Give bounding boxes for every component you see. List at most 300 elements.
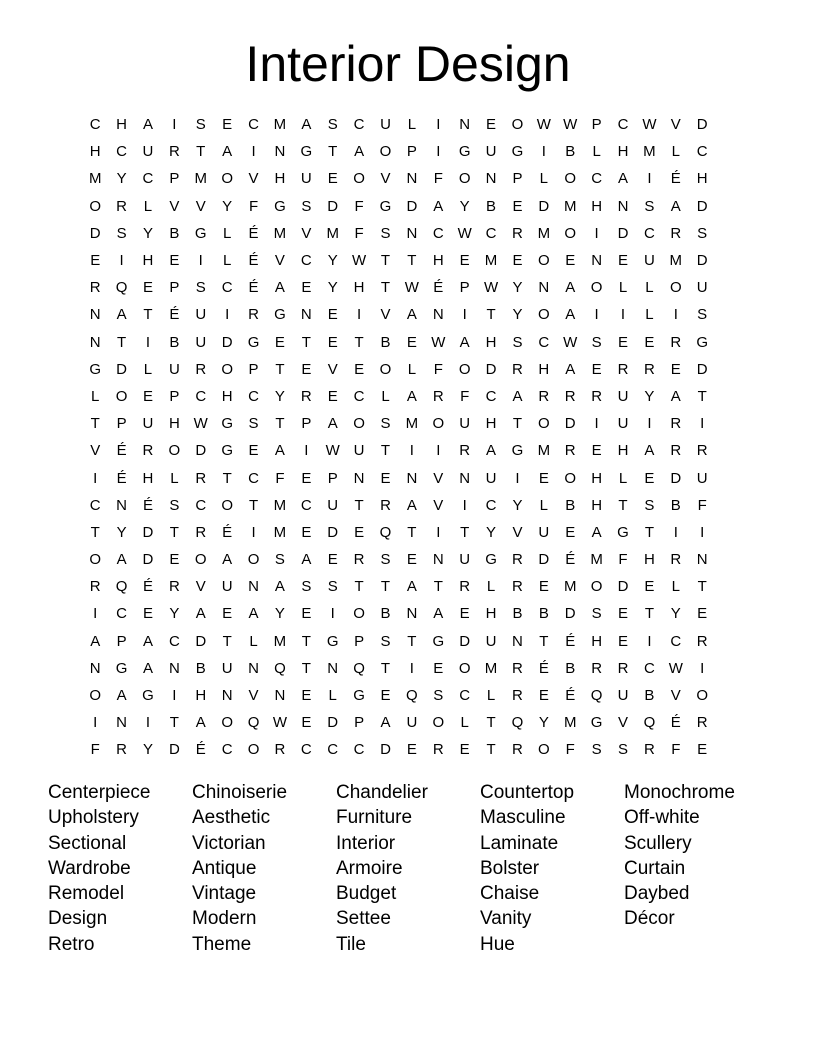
grid-letter: R	[512, 578, 523, 596]
grid-letter: E	[301, 279, 312, 297]
grid-letter: T	[275, 360, 285, 378]
grid-letter: M	[405, 415, 419, 433]
grid-letter: I	[462, 496, 467, 514]
grid-letter: G	[511, 143, 524, 161]
grid-letter: P	[301, 415, 312, 433]
word-list-item: Design	[48, 908, 108, 930]
grid-letter: U	[617, 687, 629, 705]
grid-letter: E	[644, 333, 655, 351]
grid-letter: T	[169, 714, 179, 732]
grid-letter: G	[300, 143, 313, 161]
grid-letter: H	[643, 551, 655, 569]
grid-letter: T	[380, 252, 391, 270]
grid-letter: T	[697, 387, 707, 405]
grid-row	[82, 274, 742, 301]
grid-letter: F	[354, 224, 364, 242]
grid-letter: O	[564, 469, 577, 487]
grid-letter: M	[194, 170, 207, 188]
grid-letter: E	[565, 523, 576, 541]
grid-letter: C	[168, 632, 180, 650]
grid-letter: N	[406, 224, 418, 242]
grid-letter: V	[274, 252, 285, 270]
grid-letter: H	[221, 387, 233, 405]
grid-letter: L	[249, 632, 258, 650]
grid-letter: V	[248, 687, 259, 705]
grid-letter: A	[644, 442, 655, 460]
grid-letter: O	[115, 387, 128, 405]
grid-letter: E	[142, 605, 153, 623]
word-list-item: Masculine	[480, 807, 566, 829]
word-search-grid	[82, 111, 742, 764]
grid-letter: E	[538, 469, 549, 487]
grid-letter: T	[354, 578, 364, 596]
word-list	[48, 780, 768, 957]
grid-letter: W	[431, 333, 446, 351]
grid-letter: M	[669, 252, 683, 270]
grid-row	[82, 247, 742, 274]
grid-letter: R	[670, 224, 682, 242]
grid-letter: N	[406, 469, 418, 487]
grid-row	[82, 546, 742, 573]
grid-letter: G	[142, 687, 154, 705]
grid-letter: B	[512, 605, 523, 623]
grid-letter: G	[432, 632, 445, 650]
grid-letter: O	[379, 360, 392, 378]
word-list-item: Retro	[48, 933, 95, 955]
grid-letter: I	[594, 415, 599, 433]
grid-letter: Y	[670, 605, 681, 623]
grid-letter: V	[433, 469, 444, 487]
grid-letter: G	[511, 442, 524, 460]
grid-letter: A	[116, 306, 127, 324]
grid-letter: B	[538, 605, 549, 623]
grid-letter: E	[301, 523, 312, 541]
grid-letter: L	[618, 279, 628, 297]
grid-letter: B	[670, 496, 681, 514]
grid-letter: I	[251, 523, 256, 541]
grid-letter: S	[591, 333, 602, 351]
grid-letter: M	[484, 252, 498, 270]
grid-letter: E	[380, 469, 391, 487]
grid-letter: D	[406, 197, 418, 215]
grid-letter: Y	[222, 197, 233, 215]
grid-letter: W	[457, 224, 472, 242]
grid-letter: A	[618, 170, 629, 188]
grid-letter: S	[380, 632, 391, 650]
grid-letter: L	[486, 578, 496, 596]
grid-letter: I	[251, 143, 256, 161]
grid-letter: I	[304, 442, 309, 460]
grid-letter: U	[380, 116, 391, 134]
grid-letter: R	[696, 442, 708, 460]
grid-letter: I	[541, 143, 546, 161]
grid-letter: V	[195, 197, 206, 215]
grid-letter: H	[696, 170, 708, 188]
grid-letter: D	[696, 360, 708, 378]
grid-letter: G	[247, 333, 260, 351]
grid-letter: E	[459, 252, 470, 270]
grid-letter: W	[404, 279, 419, 297]
grid-letter: C	[353, 387, 365, 405]
grid-letter: E	[327, 387, 338, 405]
grid-letter: R	[670, 442, 682, 460]
grid-letter: O	[458, 659, 471, 677]
grid-letter: I	[357, 306, 362, 324]
grid-letter: I	[119, 252, 124, 270]
grid-letter: S	[380, 415, 391, 433]
grid-letter: U	[327, 496, 339, 514]
grid-letter: É	[142, 496, 153, 514]
grid-letter: L	[222, 252, 232, 270]
grid-letter: O	[353, 170, 365, 188]
grid-letter: G	[115, 659, 128, 677]
grid-letter: D	[538, 551, 550, 569]
grid-letter: F	[565, 741, 575, 759]
grid-letter: B	[380, 333, 391, 351]
grid-letter: T	[380, 659, 391, 677]
grid-letter: E	[354, 523, 365, 541]
grid-letter: C	[248, 387, 259, 405]
grid-letter: L	[671, 578, 680, 596]
grid-letter: N	[696, 551, 708, 569]
grid-letter: P	[248, 360, 259, 378]
grid-letter: E	[301, 360, 312, 378]
grid-letter: É	[565, 687, 576, 705]
grid-letter: N	[432, 551, 444, 569]
grid-letter: E	[459, 741, 470, 759]
grid-letter: S	[433, 687, 444, 705]
grid-letter: N	[538, 279, 550, 297]
grid-letter: O	[538, 306, 550, 324]
word-list-item: Vintage	[192, 883, 257, 905]
grid-letter: E	[142, 387, 153, 405]
grid-letter: T	[222, 632, 232, 650]
grid-letter: N	[327, 659, 339, 677]
grid-letter: S	[512, 333, 523, 351]
grid-letter: M	[326, 224, 339, 242]
grid-letter: F	[671, 741, 681, 759]
grid-letter: É	[222, 523, 233, 541]
word-list-item: Interior	[336, 832, 396, 854]
grid-letter: O	[194, 551, 207, 569]
word-list-item: Chaise	[480, 883, 540, 905]
grid-letter: F	[90, 741, 100, 759]
grid-letter: S	[380, 224, 391, 242]
grid-letter: T	[380, 279, 391, 297]
grid-letter: C	[116, 143, 127, 161]
grid-letter: L	[407, 360, 417, 378]
grid-letter: É	[433, 279, 444, 297]
grid-letter: G	[89, 360, 102, 378]
grid-letter: M	[590, 551, 603, 569]
grid-letter: R	[142, 442, 154, 460]
word-list-item: Antique	[192, 857, 257, 879]
grid-letter: O	[221, 360, 233, 378]
grid-letter: N	[485, 170, 497, 188]
grid-letter: T	[644, 523, 654, 541]
grid-letter: C	[353, 116, 365, 134]
grid-letter: A	[433, 197, 444, 215]
grid-letter: F	[248, 197, 259, 215]
grid-letter: C	[89, 496, 101, 514]
grid-letter: E	[327, 306, 338, 324]
grid-row	[82, 383, 742, 410]
grid-letter: T	[196, 143, 206, 161]
grid-letter: B	[565, 659, 576, 677]
grid-letter: R	[512, 551, 523, 569]
grid-letter: O	[379, 143, 392, 161]
grid-letter: H	[89, 143, 101, 161]
word-list-item: Victorian	[192, 832, 266, 854]
grid-letter: R	[116, 741, 127, 759]
grid-letter: P	[169, 279, 180, 297]
grid-letter: O	[247, 551, 260, 569]
grid-row	[82, 573, 742, 600]
word-list-item: Chandelier	[336, 782, 428, 803]
grid-letter: M	[563, 197, 577, 215]
grid-letter: E	[591, 360, 602, 378]
grid-letter: A	[116, 687, 127, 705]
grid-letter: B	[195, 659, 206, 677]
grid-letter: W	[325, 442, 340, 460]
word-list-item: Bolster	[480, 857, 540, 879]
grid-letter: R	[380, 496, 391, 514]
grid-letter: U	[485, 469, 497, 487]
grid-letter: U	[168, 360, 180, 378]
grid-letter: E	[327, 333, 338, 351]
grid-letter: C	[195, 387, 207, 405]
grid-letter: C	[643, 659, 655, 677]
grid-letter: M	[643, 143, 656, 161]
grid-letter: N	[459, 469, 471, 487]
grid-letter: D	[696, 197, 708, 215]
grid-letter: W	[272, 714, 288, 732]
grid-letter: Y	[274, 605, 285, 623]
grid-letter: R	[248, 306, 259, 324]
grid-letter: E	[169, 551, 180, 569]
grid-letter: H	[485, 415, 497, 433]
grid-letter: E	[618, 333, 629, 351]
grid-row	[82, 600, 742, 627]
grid-letter: E	[274, 333, 285, 351]
grid-letter: I	[594, 306, 599, 324]
grid-letter: D	[221, 333, 233, 351]
grid-letter: F	[460, 387, 470, 405]
grid-letter: H	[538, 360, 550, 378]
grid-letter: G	[379, 197, 392, 215]
grid-letter: C	[485, 496, 497, 514]
grid-letter: R	[512, 224, 523, 242]
grid-letter: M	[273, 523, 287, 541]
grid-letter: N	[89, 306, 101, 324]
grid-letter: O	[221, 714, 233, 732]
grid-letter: C	[300, 741, 312, 759]
grid-letter: Q	[353, 659, 365, 677]
grid-letter: S	[301, 578, 312, 596]
grid-letter: E	[512, 197, 523, 215]
grid-letter: S	[618, 741, 629, 759]
grid-letter: H	[617, 143, 629, 161]
grid-letter: I	[93, 469, 98, 487]
grid-letter: I	[436, 116, 441, 134]
grid-letter: E	[565, 252, 576, 270]
grid-letter: U	[485, 143, 497, 161]
grid-row	[82, 464, 742, 491]
grid-letter: L	[143, 360, 153, 378]
grid-letter: A	[565, 279, 576, 297]
grid-letter: E	[644, 469, 655, 487]
grid-letter: T	[301, 659, 311, 677]
grid-letter: R	[512, 659, 523, 677]
grid-letter: U	[353, 442, 365, 460]
grid-letter: A	[327, 415, 338, 433]
grid-letter: D	[485, 360, 497, 378]
grid-letter: L	[170, 469, 179, 487]
grid-letter: O	[432, 415, 445, 433]
grid-letter: O	[353, 605, 365, 623]
grid-row	[82, 519, 742, 546]
grid-letter: C	[248, 116, 259, 134]
grid-letter: I	[620, 306, 626, 324]
grid-letter: S	[644, 496, 655, 514]
grid-letter: S	[591, 605, 602, 623]
grid-letter: V	[618, 714, 629, 732]
grid-letter: I	[198, 252, 203, 270]
grid-letter: A	[354, 143, 365, 161]
grid-letter: E	[327, 551, 338, 569]
grid-letter: H	[353, 279, 365, 297]
grid-letter: I	[436, 523, 441, 541]
grid-letter: D	[670, 469, 682, 487]
grid-letter: I	[436, 442, 441, 460]
grid-letter: U	[142, 143, 154, 161]
grid-letter: A	[406, 387, 417, 405]
grid-letter: A	[406, 578, 417, 596]
grid-letter: G	[353, 687, 365, 705]
grid-letter: T	[301, 632, 311, 650]
grid-letter: E	[380, 687, 391, 705]
grid-letter: D	[380, 741, 391, 759]
grid-letter: Y	[116, 523, 127, 541]
grid-letter: Y	[512, 496, 523, 514]
grid-letter: N	[406, 170, 418, 188]
grid-letter: C	[670, 632, 682, 650]
grid-letter: L	[381, 387, 390, 405]
grid-letter: N	[406, 605, 418, 623]
word-list-item: Aesthetic	[192, 807, 271, 829]
grid-letter: Y	[512, 279, 523, 297]
grid-letter: N	[274, 687, 286, 705]
grid-letter: M	[563, 578, 577, 596]
grid-letter: E	[222, 116, 233, 134]
grid-letter: T	[222, 469, 232, 487]
grid-letter: A	[142, 659, 153, 677]
grid-letter: A	[591, 523, 602, 541]
grid-letter: C	[142, 170, 154, 188]
grid-letter: C	[643, 224, 655, 242]
grid-letter: I	[172, 116, 177, 134]
grid-letter: E	[644, 578, 655, 596]
grid-letter: E	[512, 252, 523, 270]
grid-letter: P	[169, 387, 180, 405]
grid-letter: C	[538, 333, 550, 351]
grid-letter: É	[538, 659, 549, 677]
grid-letter: A	[486, 442, 497, 460]
grid-letter: D	[696, 252, 708, 270]
grid-letter: Q	[643, 714, 656, 732]
grid-letter: E	[169, 252, 180, 270]
grid-row	[82, 410, 742, 437]
grid-letter: E	[248, 442, 259, 460]
grid-letter: B	[486, 197, 497, 215]
word-list-item: Off-white	[624, 807, 700, 829]
grid-letter: W	[352, 252, 367, 270]
grid-letter: R	[274, 741, 286, 759]
grid-letter: B	[565, 143, 576, 161]
grid-letter: T	[328, 143, 338, 161]
grid-letter: V	[248, 170, 259, 188]
grid-letter: E	[618, 632, 629, 650]
grid-letter: S	[301, 197, 312, 215]
grid-letter: L	[618, 469, 628, 487]
grid-letter: A	[301, 116, 312, 134]
grid-letter: H	[274, 170, 286, 188]
word-list-item: Upholstery	[48, 807, 139, 829]
grid-letter: A	[274, 578, 285, 596]
grid-letter: G	[194, 224, 207, 242]
grid-letter: R	[116, 197, 127, 215]
word-list-item: Tile	[336, 933, 366, 955]
grid-row	[82, 301, 742, 328]
grid-letter: L	[592, 143, 601, 161]
grid-row	[82, 111, 742, 138]
grid-letter: P	[512, 170, 523, 188]
grid-letter: O	[590, 279, 603, 297]
grid-letter: D	[168, 741, 180, 759]
grid-letter: A	[222, 143, 233, 161]
grid-letter: C	[459, 687, 471, 705]
grid-letter: H	[195, 687, 207, 705]
grid-letter: T	[539, 632, 549, 650]
grid-letter: A	[670, 387, 681, 405]
grid-letter: S	[591, 741, 602, 759]
grid-letter: O	[432, 714, 445, 732]
grid-letter: É	[565, 632, 576, 650]
grid-letter: S	[327, 116, 338, 134]
grid-letter: T	[117, 333, 127, 351]
grid-letter: A	[142, 116, 153, 134]
grid-letter: V	[380, 170, 391, 188]
grid-letter: C	[116, 605, 127, 623]
word-list-item: Daybed	[624, 883, 690, 905]
word-list-item: Remodel	[48, 883, 125, 905]
grid-letter: N	[89, 333, 101, 351]
grid-letter: R	[512, 360, 523, 378]
grid-row	[82, 138, 742, 165]
grid-letter: M	[273, 116, 287, 134]
grid-letter: E	[697, 605, 708, 623]
grid-letter: N	[248, 659, 259, 677]
page-title: Interior Design	[245, 36, 571, 92]
grid-row	[82, 736, 742, 763]
grid-letter: C	[89, 116, 101, 134]
grid-letter: U	[538, 523, 550, 541]
grid-letter: É	[670, 714, 681, 732]
grid-letter: D	[617, 224, 629, 242]
grid-letter: T	[618, 496, 628, 514]
word-list-item: Furniture	[336, 807, 413, 829]
word-list-item: Armoire	[336, 857, 403, 879]
